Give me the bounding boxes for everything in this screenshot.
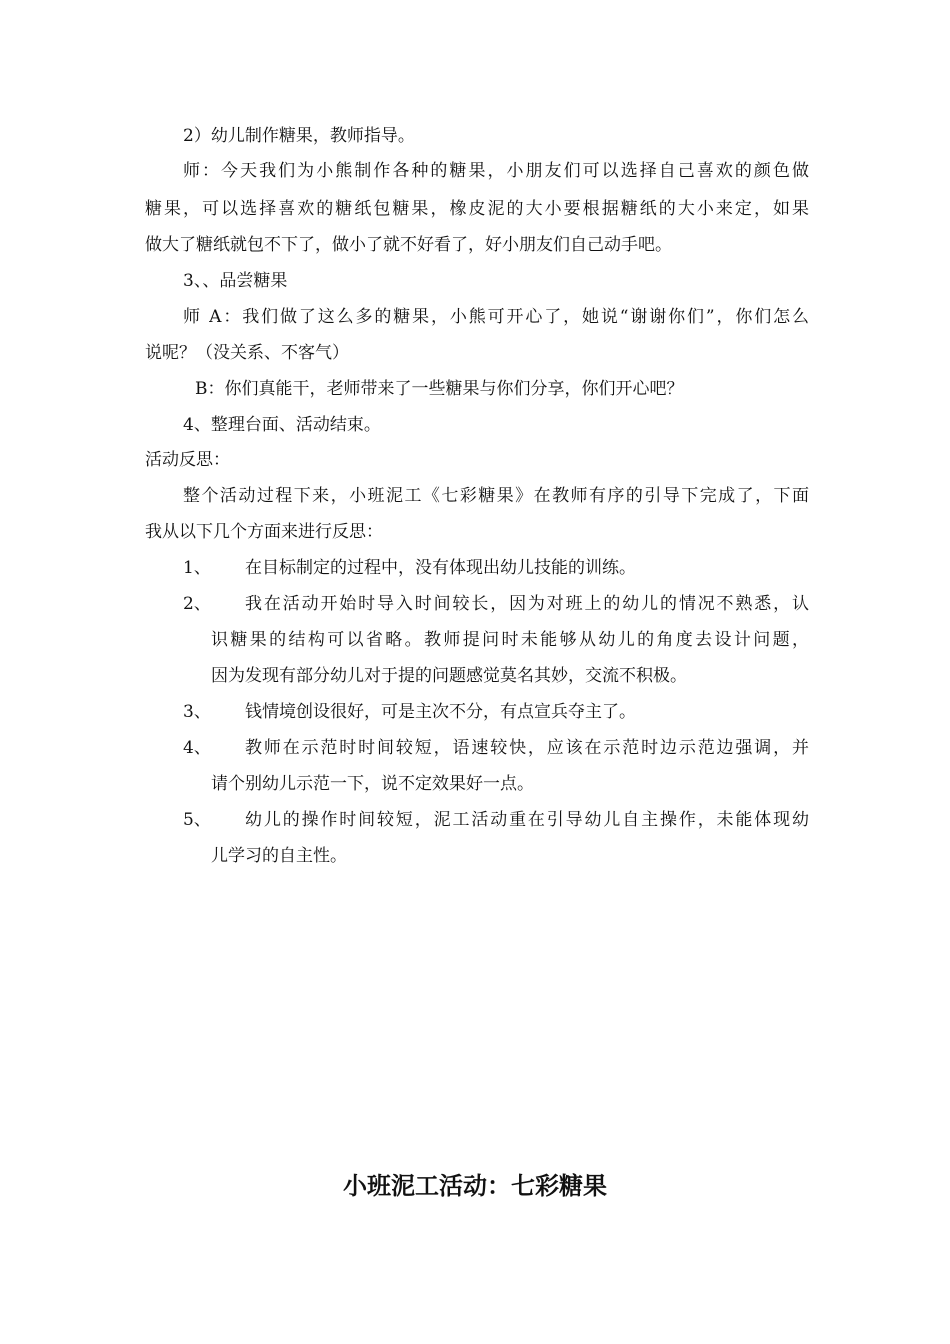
reflection-item-5-line-1: 幼儿的操作时间较短，泥工活动重在引导幼儿自主操作，未能体现幼 bbox=[245, 810, 809, 830]
reflection-item-1-number: 1、 bbox=[183, 558, 211, 578]
reflection-item-3-number: 3、 bbox=[183, 702, 211, 722]
teacher-speech-line-1: 师：今天我们为小熊制作各种的糖果，小朋友们可以选择自己喜欢的颜色做 bbox=[183, 161, 809, 181]
step-3-heading: 3、、品尝糖果 bbox=[183, 271, 288, 291]
reflection-item-1-line-1: 在目标制定的过程中，没有体现出幼儿技能的训练。 bbox=[245, 558, 636, 578]
reflection-item-5-line-2: 儿学习的自主性。 bbox=[211, 846, 347, 866]
reflection-item-2-line-2: 识糖果的结构可以省略。教师提问时未能够从幼儿的角度去设计问题， bbox=[211, 630, 809, 650]
reflection-heading: 活动反思： bbox=[145, 450, 230, 470]
reflection-item-4-line-2: 请个别幼儿示范一下，说不定效果好一点。 bbox=[211, 774, 534, 794]
reflection-item-3-line-1: 钱情境创设很好，可是主次不分，有点宣兵夺主了。 bbox=[245, 702, 636, 722]
teacher-a-line-2: 说呢？（没关系、不客气） bbox=[145, 343, 349, 363]
reflection-item-2-number: 2、 bbox=[183, 594, 211, 614]
teacher-b-line: B：你们真能干，老师带来了一些糖果与你们分享，你们开心吧？ bbox=[195, 379, 684, 399]
reflection-item-5-number: 5、 bbox=[183, 810, 211, 830]
teacher-a-line-1: 师 A：我们做了这么多的糖果，小熊可开心了，她说“谢谢你们”，你们怎么 bbox=[183, 307, 809, 327]
step-4-heading: 4、整理台面、活动结束。 bbox=[183, 415, 381, 435]
teacher-speech-line-2: 糖果，可以选择喜欢的糖纸包糖果，橡皮泥的大小要根据糖纸的大小来定，如果 bbox=[145, 199, 809, 219]
next-activity-title: 小班泥工活动：七彩糖果 bbox=[343, 1171, 607, 1200]
reflection-item-4-number: 4、 bbox=[183, 738, 211, 758]
reflection-item-2-line-3: 因为发现有部分幼儿对于提的问题感觉莫名其妙，交流不积极。 bbox=[211, 666, 687, 686]
reflection-item-4-line-1: 教师在示范时时间较短，语速较快，应该在示范时边示范边强调，并 bbox=[245, 738, 809, 758]
reflection-item-2-line-1: 我在活动开始时导入时间较长，因为对班上的幼儿的情况不熟悉，认 bbox=[245, 594, 809, 614]
reflection-intro-line-1: 整个活动过程下来，小班泥工《七彩糖果》在教师有序的引导下完成了，下面 bbox=[183, 486, 809, 506]
teacher-speech-line-3: 做大了糖纸就包不下了，做小了就不好看了，好小朋友们自己动手吧。 bbox=[145, 235, 672, 255]
reflection-intro-line-2: 我从以下几个方面来进行反思： bbox=[145, 522, 383, 542]
step-2-heading: 2）幼儿制作糖果，教师指导。 bbox=[183, 126, 415, 146]
